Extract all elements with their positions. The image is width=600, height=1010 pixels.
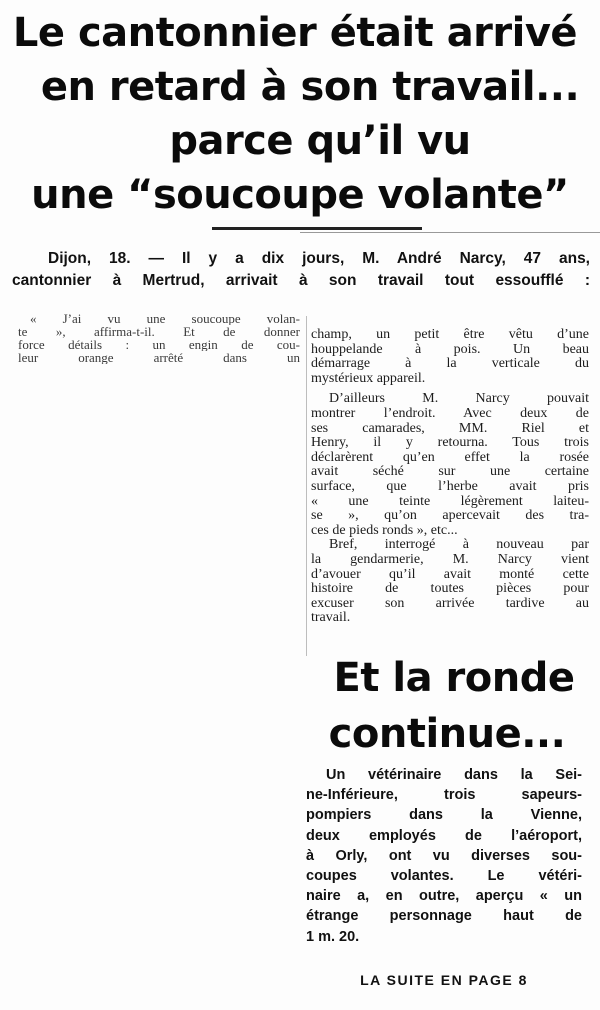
lead-row-1: Dijon, 18. — Il y a dix jours, M. André Narcy, 47 ans, xyxy=(48,250,590,267)
followup-row-9: 1 m. 20. xyxy=(306,928,360,945)
right-p1-row-3: démarrage à la verticale du xyxy=(311,356,589,372)
subheadline-line-1: Et la ronde xyxy=(333,655,575,701)
continued-on-page-8: LA SUITE EN PAGE 8 xyxy=(360,972,528,988)
right-p2-row-5: déclarèrent qu’en effet la rosée xyxy=(311,449,589,465)
right-p2-row-4: Henry, il y retourna. Tous trois xyxy=(311,435,589,451)
right-p2-row-1: D’ailleurs M. Narcy pouvait xyxy=(329,391,589,407)
right-p2-row-10: ces de pieds ronds », etc... xyxy=(311,522,458,538)
left-column-row-3: force détails : un engin de cou- xyxy=(18,338,300,351)
headline-line-3: parce qu’il vu xyxy=(169,118,471,164)
right-p1-row-4: mystérieux appareil. xyxy=(311,370,426,386)
lead-row-2: cantonnier à Mertrud, arrivait à son travail tout essoufflé : xyxy=(12,272,590,289)
followup-row-2: ne-Inférieure, trois sapeurs- xyxy=(306,787,582,804)
right-p2-row-3: ses camarades, MM. Riel et xyxy=(311,420,589,436)
left-column-row-4: leur orange arrêté dans un xyxy=(18,351,300,364)
right-p3-row-4: histoire de toutes pièces pour xyxy=(311,581,589,597)
followup-row-8: étrange personnage haut de xyxy=(306,908,582,925)
right-column xyxy=(311,328,589,626)
right-p3-row-3: d’avouer qu’il avait monté cette xyxy=(311,566,589,582)
right-p3-row-6: travail. xyxy=(311,610,351,626)
headline xyxy=(0,6,600,222)
left-column-row-1: « J’ai vu une soucoupe volan- xyxy=(30,312,300,325)
left-column xyxy=(18,312,300,364)
right-p3-row-2: la gendarmerie, M. Narcy vient xyxy=(311,551,589,567)
headline-line-2: en retard à son travail... xyxy=(40,64,580,110)
headline-rule xyxy=(212,227,422,230)
right-p3-row-5: excuser son arrivée tardive au xyxy=(311,595,589,611)
left-column-row-2: te », affirma-t-il. Et de donner xyxy=(18,325,300,338)
right-p3-row-1: Bref, interrogé à nouveau par xyxy=(329,537,589,553)
followup-row-4: deux employés de l’aéroport, xyxy=(306,827,582,844)
right-p2-row-9: se », qu’on apercevait des tra- xyxy=(311,508,589,524)
subheadline-line-2: continue... xyxy=(328,711,566,757)
followup-row-6: coupes volantes. Le vétéri- xyxy=(306,868,582,885)
right-p2-row-7: surface, que l’herbe avait pris xyxy=(311,478,589,494)
followup-row-3: pompiers dans la Vienne, xyxy=(306,807,582,824)
headline-thin-rule xyxy=(300,232,600,233)
right-p1-row-1: champ, un petit être vêtu d’une xyxy=(311,327,589,342)
subheadline xyxy=(311,650,591,762)
headline-line-1: Le cantonnier était arrivé xyxy=(12,10,578,56)
lead-paragraph xyxy=(12,248,590,292)
headline-line-4: une “soucoupe volante” xyxy=(31,172,569,218)
right-p1-row-2: houppelande à pois. Un beau xyxy=(311,341,589,357)
right-p2-row-8: « une teinte légèrement laiteu- xyxy=(311,493,589,509)
followup-row-5: à Orly, ont vu diverses sou- xyxy=(306,847,582,864)
followup-row-7: naire a, en outre, aperçu « un xyxy=(306,888,582,905)
right-p2-row-2: montrer l’endroit. Avec deux de xyxy=(311,405,589,421)
right-p2-row-6: avait séché sur une certaine xyxy=(311,464,589,480)
followup-paragraph xyxy=(306,765,582,947)
column-divider xyxy=(306,316,307,656)
followup-row-1: Un vétérinaire dans la Sei- xyxy=(326,767,582,783)
